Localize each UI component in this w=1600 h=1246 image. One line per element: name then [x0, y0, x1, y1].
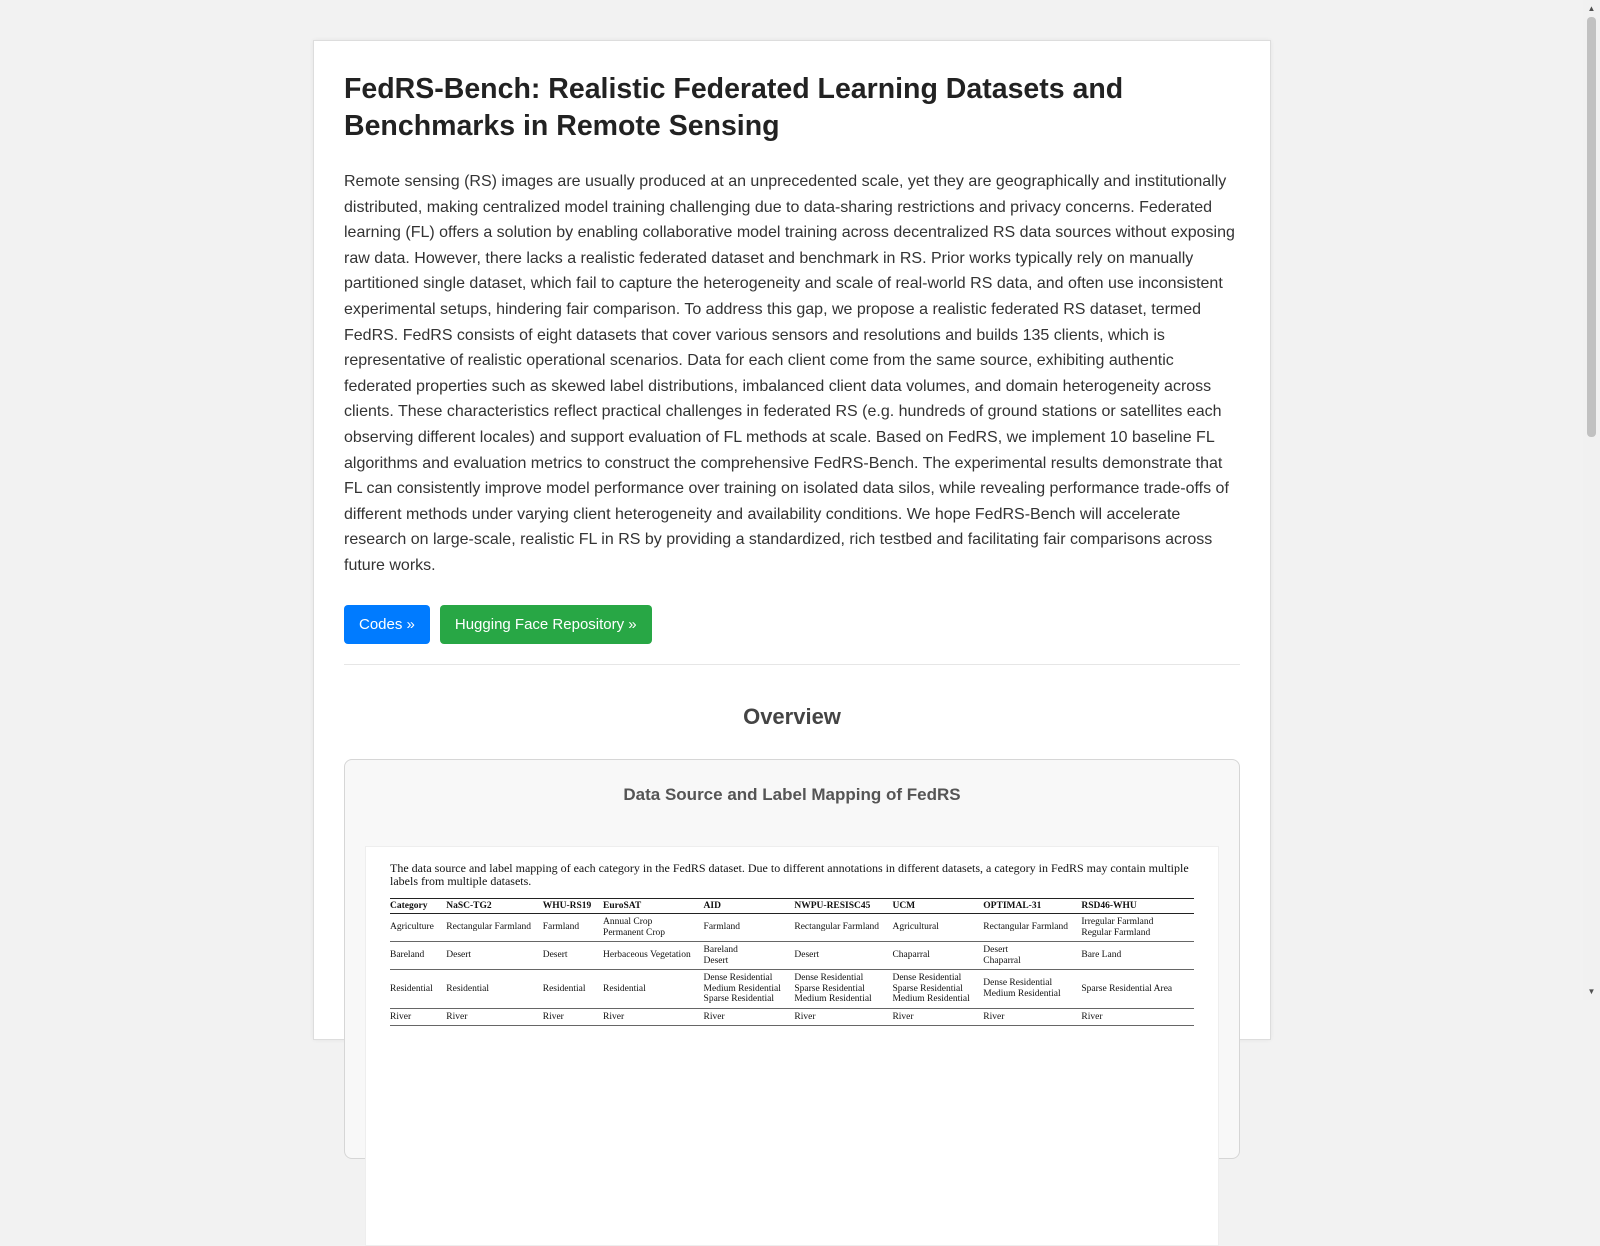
- figure-caption: The data source and label mapping of each category in the FedRS dataset. Due to different annotations in different datasets, a category in FedRS may contain multiple labels from multiple datasets.: [390, 860, 1189, 888]
- label-mapping-table: [390, 898, 1194, 1027]
- table-cell: Bareland Desert: [704, 942, 795, 970]
- table-body: [390, 914, 1194, 1026]
- table-cell: River: [390, 1008, 446, 1026]
- table-cell: River: [1081, 1008, 1194, 1026]
- table-cell: Desert: [446, 942, 542, 970]
- page-title: FedRS-Bench: Realistic Federated Learning Datasets and Benchmarks in Remote Sensing: [344, 73, 1124, 142]
- table-cell: Dense Residential Medium Residential: [983, 970, 1081, 1009]
- table-cell: Dense Residential Sparse Residential Medium Residential: [794, 970, 892, 1009]
- label-mapping-figure: [365, 846, 1219, 1246]
- table-cell: Rectangular Farmland: [983, 914, 1081, 942]
- table-cell: Agricultural: [892, 914, 983, 942]
- table-header-cell: AID: [704, 898, 795, 914]
- table-cell: Residential: [390, 970, 446, 1009]
- table-cell: River: [983, 1008, 1081, 1026]
- table-cell: Chaparral: [892, 942, 983, 970]
- table-header-cell: EuroSAT: [603, 898, 704, 914]
- table-row: [390, 970, 1194, 1009]
- divider: [344, 664, 1240, 665]
- table-header-cell: RSD46-WHU: [1081, 898, 1194, 914]
- table-cell: Annual Crop Permanent Crop: [603, 914, 704, 942]
- abstract-text: Remote sensing (RS) images are usually produced at an unprecedented scale, yet they are geographically and institutionally distributed, making centralized model training challenging due to data-sharing restrictions and privacy concerns. Federated learning (FL) offers a solution by enabling collaborative model training across decentralized RS data sources without exposing raw data. However, there lacks a realistic federated dataset and benchmark in RS. Prior works typically rely on manually partitioned single dataset, which fail to capture the heterogeneity and scale of real-world RS data, and often use inconsistent experimental setups, hindering fair comparison. To address this gap, we propose a realistic federated RS dataset, termed FedRS. FedRS consists of eight datasets that cover various sensors and resolutions and builds 135 clients, which is representative of realistic operational scenarios. Data for each client come from the same source, exhibiting authentic federated properties such as skewed label distributions, imbalanced client data volumes, and domain heterogeneity across clients. These characteristics reflect practical challenges in federated RS (e.g. hundreds of ground stations or satellites each observing different locales) and support evaluation of FL methods at scale. Based on FedRS, we implement 10 baseline FL algorithms and evaluation metrics to construct the comprehensive FedRS-Bench. The experimental results demonstrate that FL can consistently improve model performance over training on isolated data silos, while revealing performance trade-offs of different methods under varying client heterogeneity and availability conditions. We hope FedRS-Bench will accelerate research on large-scale, realistic FL in RS by providing a standardized, rich testbed and facilitating fair comparisons across future works.: [344, 173, 1235, 574]
- table-header-cell: NWPU-RESISC45: [794, 898, 892, 914]
- table-cell: River: [794, 1008, 892, 1026]
- table-cell: River: [446, 1008, 542, 1026]
- table-cell: Bare Land: [1081, 942, 1194, 970]
- button-row: [344, 605, 1240, 644]
- table-cell: Herbaceous Vegetation: [603, 942, 704, 970]
- table-cell: Dense Residential Medium Residential Sparse Residential: [704, 970, 795, 1009]
- table-cell: River: [603, 1008, 704, 1026]
- codes-button[interactable]: Codes »: [344, 605, 430, 644]
- table-cell: Desert: [794, 942, 892, 970]
- table-cell: Dense Residential Sparse Residential Medium Residential: [892, 970, 983, 1009]
- table-cell: Desert: [543, 942, 603, 970]
- table-cell: Desert Chaparral: [983, 942, 1081, 970]
- table-header-cell: NaSC-TG2: [446, 898, 542, 914]
- overview-heading: Overview: [743, 703, 841, 729]
- table-header-cell: OPTIMAL-31: [983, 898, 1081, 914]
- table-cell: Agriculture: [390, 914, 446, 942]
- table-cell: River: [704, 1008, 795, 1026]
- table-cell: Residential: [603, 970, 704, 1009]
- scroll-up-icon[interactable]: ▲: [1587, 4, 1596, 13]
- table-cell: River: [892, 1008, 983, 1026]
- hugging-face-repository-button[interactable]: Hugging Face Repository »: [440, 605, 652, 644]
- figure-card: [344, 759, 1240, 1159]
- main-card: [313, 40, 1271, 1040]
- table-cell: Rectangular Farmland: [794, 914, 892, 942]
- table-cell: Farmland: [543, 914, 603, 942]
- vertical-scrollbar[interactable]: [1583, 0, 1600, 1000]
- table-cell: Irregular Farmland Regular Farmland: [1081, 914, 1194, 942]
- table-cell: Farmland: [704, 914, 795, 942]
- table-cell: Bareland: [390, 942, 446, 970]
- scroll-down-icon[interactable]: ▼: [1587, 987, 1596, 996]
- table-cell: Residential: [543, 970, 603, 1009]
- table-header-cell: WHU-RS19: [543, 898, 603, 914]
- scroll-thumb[interactable]: [1587, 17, 1596, 437]
- table-cell: River: [543, 1008, 603, 1026]
- table-header-cell: Category: [390, 898, 446, 914]
- table-header-row: [390, 898, 1194, 914]
- table-row: [390, 942, 1194, 970]
- table-row: [390, 914, 1194, 942]
- table-cell: Sparse Residential Area: [1081, 970, 1194, 1009]
- table-header-cell: UCM: [892, 898, 983, 914]
- table-row: [390, 1008, 1194, 1026]
- table-cell: Rectangular Farmland: [446, 914, 542, 942]
- table-cell: Residential: [446, 970, 542, 1009]
- figure-title: Data Source and Label Mapping of FedRS: [623, 784, 961, 804]
